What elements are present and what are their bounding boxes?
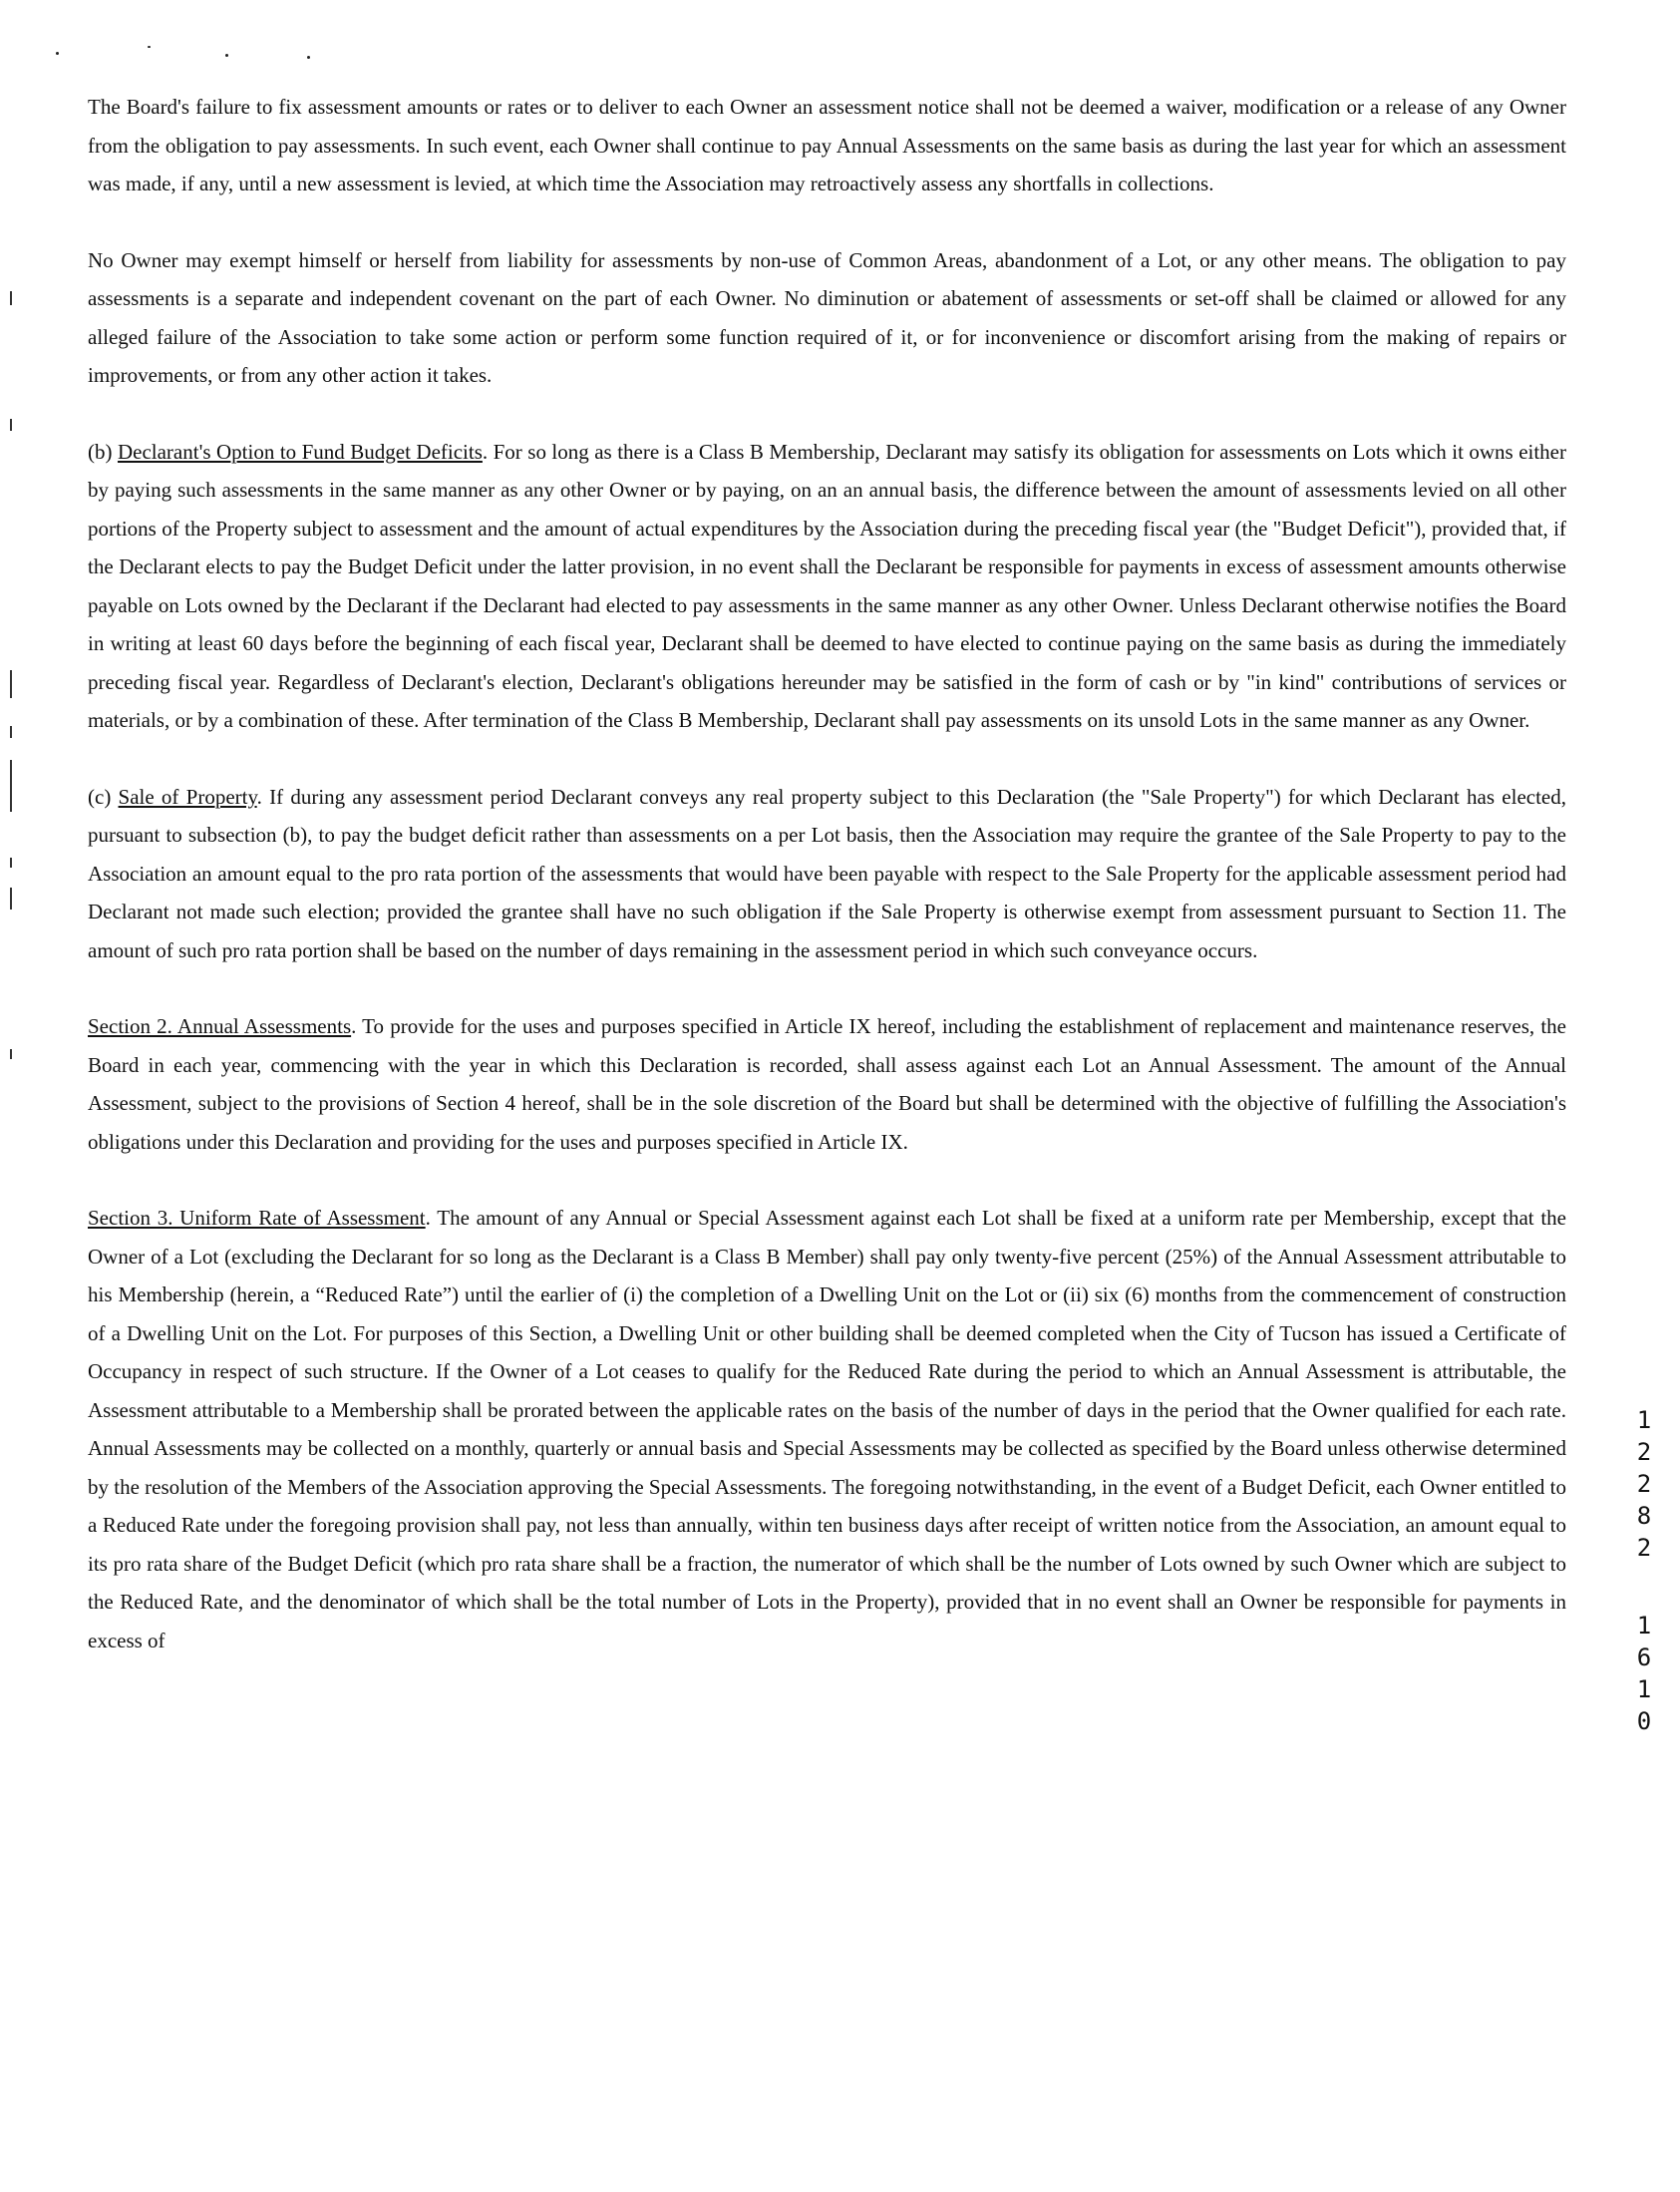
section-heading: Section 3. Uniform Rate of Assessment bbox=[88, 1206, 426, 1230]
paragraph-prefix: (c) bbox=[88, 784, 119, 809]
revision-bar bbox=[10, 419, 12, 431]
stamp-digit: 1 bbox=[1636, 1675, 1652, 1703]
stamp-digit: 0 bbox=[1636, 1707, 1652, 1735]
revision-bar bbox=[10, 291, 12, 305]
paragraph-board-failure bbox=[88, 88, 1566, 203]
paragraph-text: The Board's failure to fix assessment amounts or rates or to deliver to each Owner an assessment notice shall not be deemed a waiver, modification or a release of any Owner from the obligation to pay assessments. In such event, each Owner shall continue to pay Annual Assessments on the same basis as during the last year for which an assessment was made, if any, until a new assessment is levied, at which time the Association may retroactively assess any shortfalls in collections. bbox=[88, 95, 1566, 195]
revision-bar bbox=[10, 760, 12, 812]
stamp-digit: 2 bbox=[1636, 1470, 1652, 1498]
paragraph-uniform-rate bbox=[88, 1199, 1566, 1659]
scan-speck bbox=[148, 46, 151, 48]
paragraph-text: No Owner may exempt himself or herself from liability for assessments by non-use of Common Areas, abandonment of a Lot, or any other means. The obligation to pay assessments is a separate and independent covenant on the part of each Owner. No diminution or abatement of assessments or set-off shall be claimed or allowed for any alleged failure of the Association to take some action or perform some function required of it, or for inconvenience or discomfort arising from the making of repairs or improvements, or from any other action it takes. bbox=[88, 247, 1566, 387]
paragraph-text: . If during any assessment period Declarant conveys any real property subject to this Declaration (the "Sale Property") for which Declarant has elected, pursuant to subsection (b), to pay the budget deficit rather than assessments on a per Lot basis, then the Association may require the grantee of the Sale Property to pay to the Association an amount equal to the pro rata portion of the assessments that would have been payable with respect to the Sale Property for the applicable assessment period had Declarant not made such election; provided the grantee shall have no such obligation if the Sale Property is otherwise exempt from assessment pursuant to Section 11. The amount of such pro rata portion shall be based on the number of days remaining in the assessment period in which such conveyance occurs. bbox=[88, 784, 1566, 962]
stamp-digit: 8 bbox=[1636, 1502, 1652, 1530]
section-heading: Sale of Property bbox=[118, 784, 257, 809]
stamp-digit: 6 bbox=[1636, 1644, 1652, 1671]
scan-speck bbox=[307, 56, 310, 59]
revision-bar bbox=[10, 1049, 12, 1059]
stamp-digit: 2 bbox=[1636, 1534, 1652, 1562]
paragraph-text: . The amount of any Annual or Special Assessment against each Lot shall be fixed at a uniform rate per Membership, except that the Owner of a Lot (excluding the Declarant for so long as the Declarant is a Class B Member) shall pay only twenty-five percent (25%) of the Annual Assessment attributable to his Membership (herein, a “Reduced Rate”) until the earlier of (i) the completion of a Dwelling Unit on the Lot or (ii) six (6) months from the commencement of construction of a Dwelling Unit on the Lot. For purposes of this Section, a Dwelling Unit or other building shall be deemed completed when the City of Tucson has issued a Certificate of Occupancy in respect of such structure. If the Owner of a Lot ceases to qualify for the Reduced Rate during the period to which an Annual Assessment is attributable, the Assessment attributable to a Membership shall be prorated between the applicable rates on the basis of the number of days in the period that the Owner qualified for each rate. Annual Assessments may be collected on a monthly, quarterly or annual basis and Special Assessments may be collected as specified by the Board unless otherwise determined by the resolution of the Members of the Association approving the Special Assessments. The foregoing notwithstanding, in the event of a Budget Deficit, each Owner entitled to a Reduced Rate under the foregoing provision shall pay, not less than annually, within ten business days after receipt of written notice from the Association, an amount equal to its pro rata share of the Budget Deficit (which pro rata share shall be a fraction, the numerator of which shall be the number of Lots owned by such Owner which are subject to the Reduced Rate, and the denominator of which shall be the total number of Lots in the Property), provided that in no event shall an Owner be responsible for payments in excess of bbox=[88, 1206, 1567, 1652]
revision-bar bbox=[10, 858, 12, 868]
revision-bar bbox=[10, 726, 12, 738]
stamp-digit: 1 bbox=[1636, 1612, 1652, 1640]
section-heading: Section 2. Annual Assessments bbox=[88, 1014, 352, 1038]
paragraph-sale-of-property bbox=[88, 778, 1566, 970]
document-body bbox=[88, 88, 1566, 1697]
paragraph-text: . To provide for the uses and purposes specified in Article IX hereof, including the establishment of replacement and maintenance reserves, the Board in each year, commencing with the year in which this Declaration is recorded, shall assess against each Lot an Annual Assessment. The amount of the Annual Assessment, subject to the provisions of Section 4 hereof, shall be in the sole discretion of the Board but shall be determined with the objective of fulfilling the Association's obligations under this Declaration and providing for the uses and purposes specified in Article IX. bbox=[88, 1014, 1566, 1154]
paragraph-prefix: (b) bbox=[88, 439, 118, 464]
revision-bar bbox=[10, 670, 12, 698]
paragraph-annual-assessments bbox=[88, 1007, 1566, 1161]
paragraph-no-exemption bbox=[88, 241, 1566, 395]
paragraph-budget-deficits bbox=[88, 433, 1566, 740]
stamp-digit: 2 bbox=[1636, 1438, 1652, 1466]
section-heading: Declarant's Option to Fund Budget Deficits bbox=[117, 439, 483, 464]
paragraph-text: . For so long as there is a Class B Membership, Declarant may satisfy its obligation for assessments on Lots which it owns either by paying such assessments in the same manner as any other Owner or by paying, on an an annual basis, the difference between the amount of assessments levied on all other portions of the Property subject to assessment and the amount of actual expenditures by the Association during the preceding fiscal year (the "Budget Deficit"), provided that, if the Declarant elects to pay the Budget Deficit under the latter provision, in no event shall the Declarant be responsible for payments in excess of assessment amounts otherwise payable on Lots owned by the Declarant if the Declarant had elected to pay assessments in the same manner as any other Owner. Unless Declarant otherwise notifies the Board in writing at least 60 days before the beginning of each fiscal year, Declarant shall be deemed to have elected to continue paying on the same basis as during the immediately preceding fiscal year. Regardless of Declarant's election, Declarant's obligations hereunder may be satisfied in the form of cash or by "in kind" contributions of services or materials, or by a combination of these. After termination of the Class B Membership, Declarant shall pay assessments on its unsold Lots in the same manner as any Owner. bbox=[88, 439, 1566, 732]
scan-speck bbox=[225, 54, 228, 57]
revision-bar bbox=[10, 888, 12, 910]
stamp-digit: 1 bbox=[1636, 1406, 1652, 1434]
stamp-gap bbox=[1629, 1564, 1659, 1610]
recording-number-stamp bbox=[1629, 1404, 1659, 1737]
scan-speck bbox=[56, 52, 59, 55]
